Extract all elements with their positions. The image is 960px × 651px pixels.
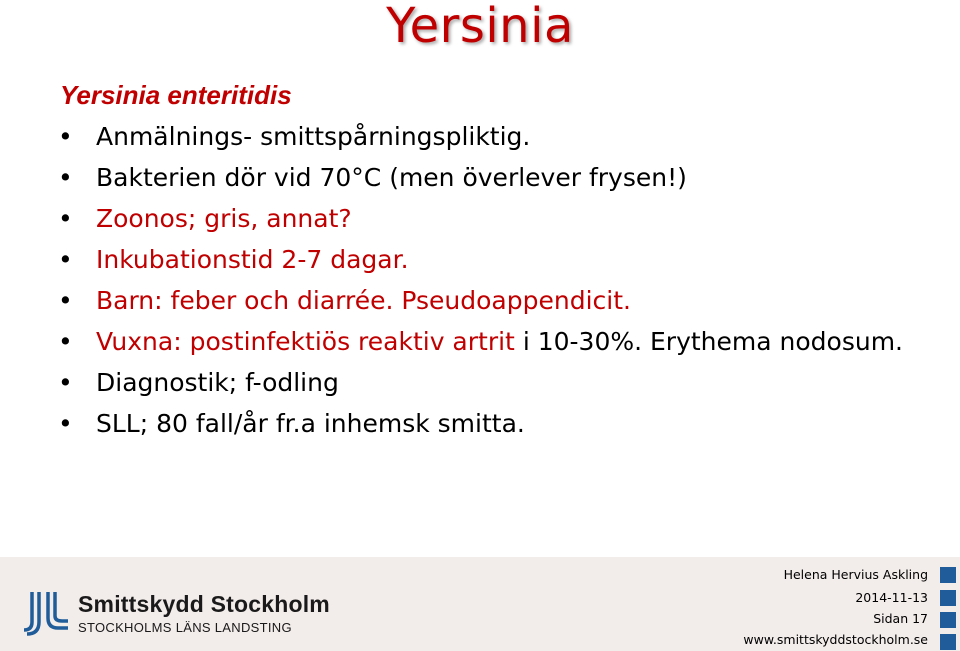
slide-date: 2014-11-13: [855, 590, 928, 605]
bullet-text-red: Zoonos; gris, annat?: [96, 204, 352, 233]
page-number: Sidan 17: [873, 611, 928, 626]
bullet-text-red: Vuxna: postinfektiös reaktiv artrit: [96, 327, 515, 356]
bullet-item: [58, 326, 928, 358]
bullet-text: i 10-30%. Erythema nodosum.: [514, 327, 903, 356]
bullet-item: [58, 121, 928, 153]
website-link[interactable]: www.smittskyddstockholm.se: [743, 632, 928, 647]
bullet-item: [58, 244, 928, 276]
bullet-text-red: Barn: feber och diarrée. Pseudoappendicit.: [96, 286, 631, 315]
bullet-dot: •: [58, 163, 73, 192]
bullet-dot: •: [58, 368, 73, 397]
square-marker-icon: [940, 567, 956, 583]
bullet-item: [58, 367, 928, 399]
bullet-dot: •: [58, 204, 73, 233]
bullet-dot: •: [58, 327, 73, 356]
square-marker-icon: [940, 590, 956, 606]
slide-subtitle: Yersinia enteritidis: [60, 80, 292, 110]
bullet-text: Bakterien dör vid 70°C (men överlever frysen!): [96, 163, 687, 192]
bullet-list: [58, 121, 928, 449]
org-subtitle: STOCKHOLMS LÄNS LANDSTING: [78, 620, 292, 635]
bullet-text: Anmälnings- smittspårningspliktig.: [96, 122, 531, 151]
bullet-dot: •: [58, 409, 73, 438]
square-marker-icon: [940, 612, 956, 628]
slide-title: Yersinia: [386, 0, 574, 54]
bullet-text: SLL; 80 fall/år fr.a inhemsk smitta.: [96, 409, 525, 438]
bullet-dot: •: [58, 122, 73, 151]
bullet-text: Diagnostik; f-odling: [96, 368, 339, 397]
bullet-item: [58, 285, 928, 317]
bullet-item: [58, 203, 928, 235]
smittskydd-logo-icon: [22, 588, 70, 636]
bullet-dot: •: [58, 286, 73, 315]
bullet-dot: •: [58, 245, 73, 274]
org-name: Smittskydd Stockholm: [78, 591, 330, 617]
square-marker-icon: [940, 634, 956, 650]
bullet-item: [58, 162, 928, 194]
bullet-text-red: Inkubationstid 2-7 dagar.: [96, 245, 409, 274]
bullet-item: [58, 408, 928, 440]
author-name: Helena Hervius Askling: [783, 567, 928, 582]
